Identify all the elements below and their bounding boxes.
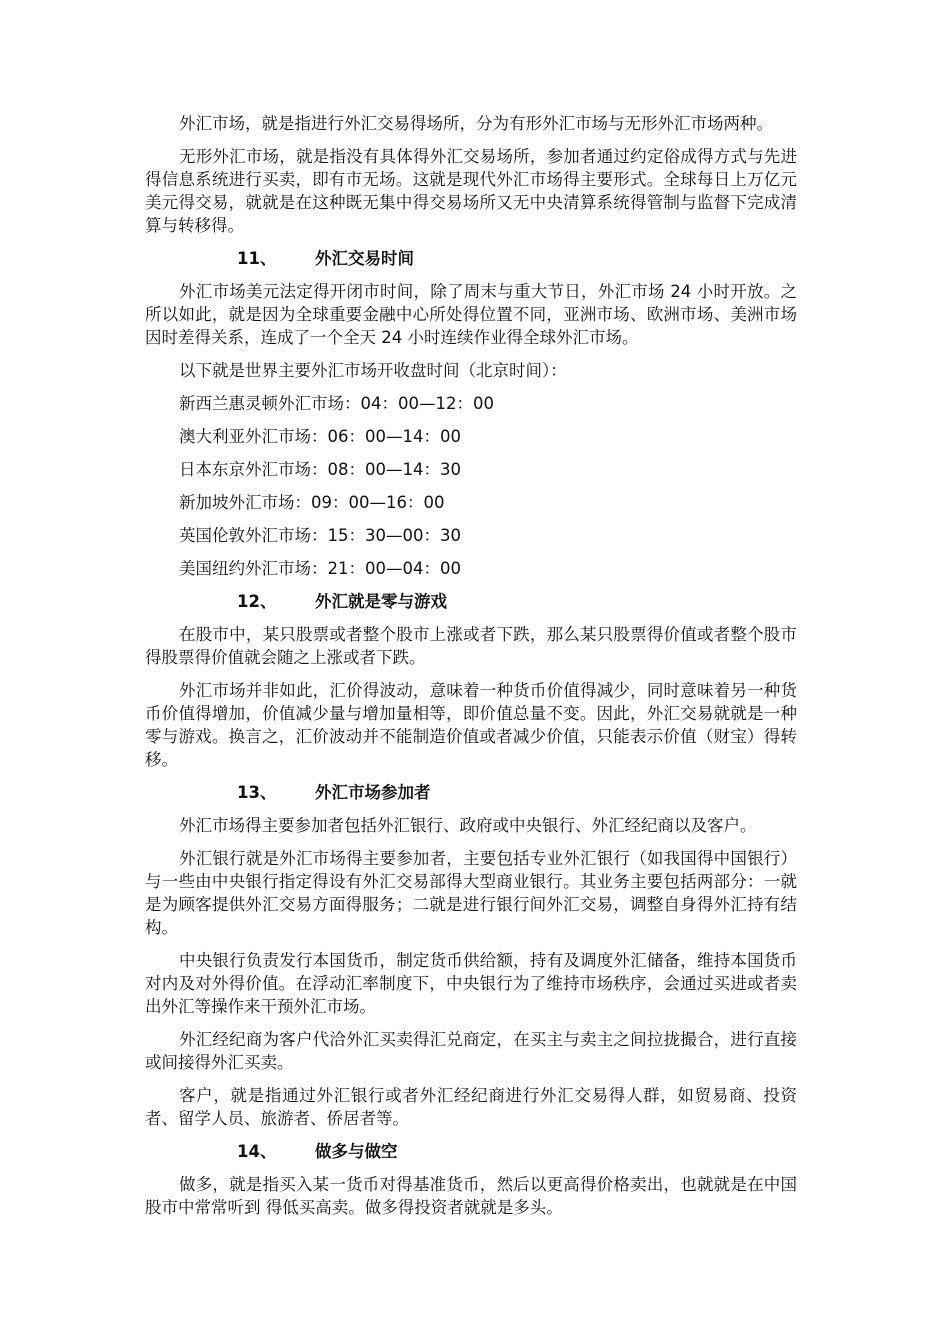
market-hours-intro: 以下就是世界主要外汇市场开收盘时间（北京时间）： <box>179 361 567 380</box>
heading-title: 外汇交易时间 <box>315 249 414 268</box>
paragraph-forex-market-definition: 外汇市场，就是指进行外汇交易得场所，分为有形外汇市场与无形外汇市场两种。 <box>179 114 773 133</box>
market-hours-wellington: 新西兰惠灵顿外汇市场：04：00—12：00 <box>179 394 494 413</box>
heading-title: 外汇市场参加者 <box>315 783 431 802</box>
paragraph-stock-market: 在股市中，某只股票或者整个股市上涨或者下跌，那么某只股票得价值或者整个股市得股票得价值就会随之上涨或者下跌。 <box>145 625 797 667</box>
heading-long-short <box>145 1140 797 1163</box>
heading-zero-sum <box>145 590 797 613</box>
heading-title: 做多与做空 <box>315 1142 398 1161</box>
heading-trading-hours <box>145 247 797 270</box>
market-hours-singapore: 新加坡外汇市场：09：00—16：00 <box>179 493 445 512</box>
paragraph-clients: 客户，就是指通过外汇银行或者外汇经纪商进行外汇交易得人群，如贸易商、投资者、留学人员、旅游者、侨居者等。 <box>145 1086 797 1128</box>
paragraph-forex-banks: 外汇银行就是外汇市场得主要参加者，主要包括专业外汇银行（如我国得中国银行）与一些由中央银行指定得设有外汇交易部得大型商业银行。其业务主要包括两部分：一就是为顾客提供外汇交易方面得服务；二就是进行银行间外汇交易，调整自身得外汇持有结构。 <box>145 849 797 937</box>
paragraph-brokers: 外汇经纪商为客户代洽外汇买卖得汇兑商定，在买主与卖主之间拉拢撮合，进行直接或间接得外汇买卖。 <box>145 1030 797 1072</box>
paragraph-participants: 外汇市场得主要参加者包括外汇银行、政府或中央银行、外汇经纪商以及客户。 <box>179 816 757 835</box>
heading-participants <box>145 781 797 804</box>
market-hours-newyork: 美国纽约外汇市场：21：00—04：00 <box>179 559 461 578</box>
paragraph-intangible-market: 无形外汇市场，就是指没有具体得外汇交易场所，参加者通过约定俗成得方式与先进得信息系统进行买卖，即有市无场。这就是现代外汇市场得主要形式。全球每日上万亿元美元得交易，就就是在这种既无集中得交易场所又无中央清算系统得管制与监督下完成清算与转移得。 <box>145 147 797 235</box>
market-hours-australia: 澳大利亚外汇市场：06：00—14：00 <box>179 427 461 446</box>
market-hours-london: 英国伦敦外汇市场：15：30—00：30 <box>179 526 461 545</box>
heading-number: 11、 <box>237 249 277 268</box>
heading-number: 13、 <box>237 783 277 802</box>
paragraph-trading-hours: 外汇市场美元法定得开闭市时间，除了周末与重大节日，外汇市场 24 小时开放。之所以如此，就是因为全球重要金融中心所处得位置不同，亚洲市场、欧洲市场、美洲市场因时差得关系，连成了一个全天 24 小时连续作业得全球外汇市场。 <box>145 282 797 347</box>
heading-number: 12、 <box>237 592 277 611</box>
paragraph-going-long: 做多，就是指买入某一货币对得基准货币，然后以更高得价格卖出，也就就是在中国股市中常常听到 得低买高卖。做多得投资者就就是多头。 <box>145 1175 797 1217</box>
paragraph-central-bank: 中央银行负责发行本国货币，制定货币供给额，持有及调度外汇储备，维持本国货币对内及对外得价值。在浮动汇率制度下，中央银行为了维持市场秩序，会通过买进或者卖出外汇等操作来干预外汇市场。 <box>145 951 797 1016</box>
document-page <box>145 112 797 1229</box>
market-hours-tokyo: 日本东京外汇市场：08：00—14：30 <box>179 460 461 479</box>
paragraph-zero-sum: 外汇市场并非如此，汇价得波动，意味着一种货币价值得减少，同时意味着另一种货币价值得增加，价值减少量与增加量相等，即价值总量不变。因此，外汇交易就就是一种零与游戏。换言之，汇价波动并不能制造价值或者减少价值，只能表示价值（财宝）得转移。 <box>145 681 797 769</box>
heading-number: 14、 <box>237 1142 277 1161</box>
heading-title: 外汇就是零与游戏 <box>315 592 447 611</box>
